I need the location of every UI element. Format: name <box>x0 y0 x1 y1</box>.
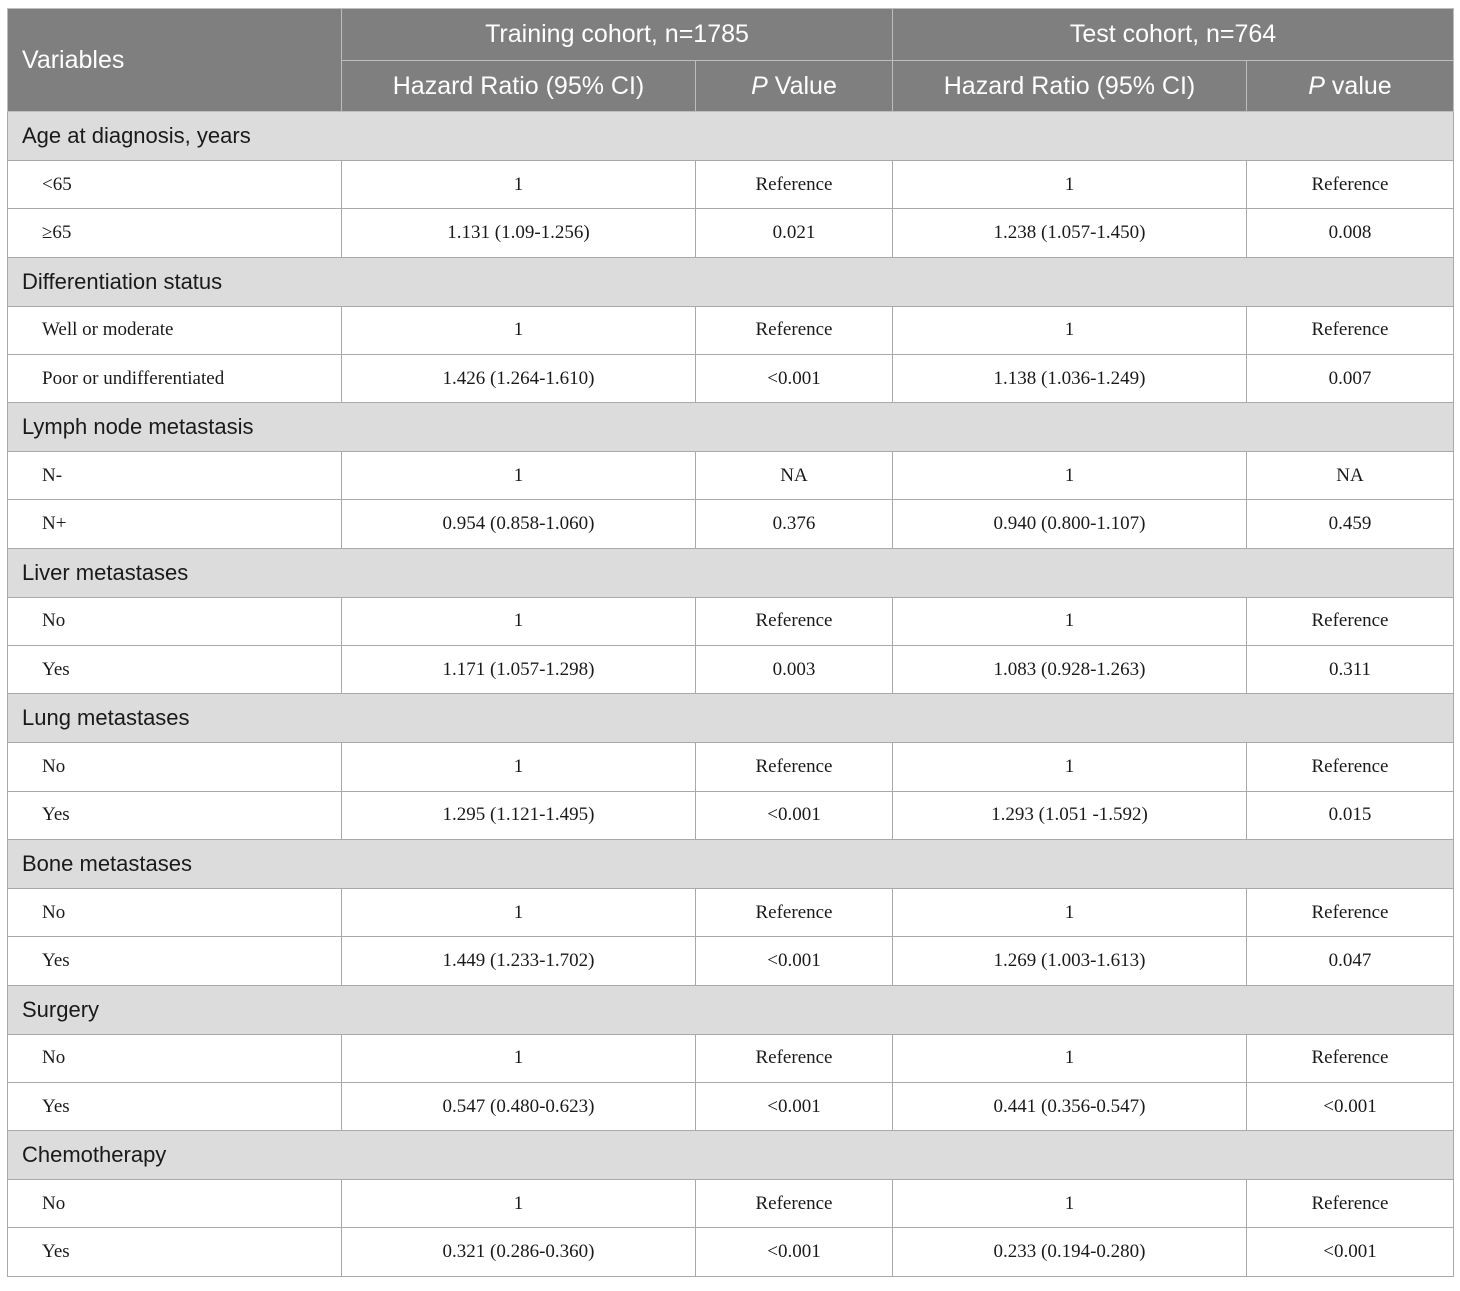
header-row-cohorts <box>8 9 1454 61</box>
group-title: Differentiation status <box>8 257 1454 306</box>
test-hazard-ratio: 1 <box>893 306 1247 354</box>
group-title: Surgery <box>8 985 1454 1034</box>
training-p-value: <0.001 <box>696 1228 893 1276</box>
test-p-value: 0.047 <box>1247 937 1454 985</box>
row-label: Yes <box>8 791 342 839</box>
table-row <box>8 1180 1454 1228</box>
training-hr-header: Hazard Ratio (95% CI) <box>342 61 696 112</box>
test-hazard-ratio: 1.293 (1.051 -1.592) <box>893 791 1247 839</box>
table-header <box>8 9 1454 112</box>
row-label: Well or moderate <box>8 306 342 354</box>
group-header-row <box>8 839 1454 888</box>
table-row <box>8 306 1454 354</box>
training-p-value: Reference <box>696 1034 893 1082</box>
table-row <box>8 937 1454 985</box>
group-header-row <box>8 112 1454 161</box>
training-p-value: Reference <box>696 597 893 645</box>
test-p-value: Reference <box>1247 597 1454 645</box>
training-hazard-ratio: 1 <box>342 161 696 209</box>
row-label: Yes <box>8 646 342 694</box>
test-hazard-ratio: 0.441 (0.356-0.547) <box>893 1082 1247 1130</box>
training-p-value: <0.001 <box>696 1082 893 1130</box>
training-p-value: 0.003 <box>696 646 893 694</box>
training-hazard-ratio: 0.321 (0.286-0.360) <box>342 1228 696 1276</box>
training-p-value: NA <box>696 452 893 500</box>
training-hazard-ratio: 1 <box>342 743 696 791</box>
variables-header: Variables <box>8 9 342 112</box>
training-hazard-ratio: 1.171 (1.057-1.298) <box>342 646 696 694</box>
training-hazard-ratio: 1 <box>342 306 696 354</box>
p-value-suffix: value <box>1324 71 1392 100</box>
group-header-row <box>8 985 1454 1034</box>
test-p-value: 0.459 <box>1247 500 1454 548</box>
table-row <box>8 161 1454 209</box>
table-row <box>8 354 1454 402</box>
test-p-header <box>1247 61 1454 112</box>
training-hazard-ratio: 1 <box>342 1034 696 1082</box>
test-hazard-ratio: 1 <box>893 743 1247 791</box>
table-row <box>8 209 1454 257</box>
table-row <box>8 1034 1454 1082</box>
test-p-value: <0.001 <box>1247 1228 1454 1276</box>
test-hazard-ratio: 1 <box>893 1180 1247 1228</box>
row-label: N+ <box>8 500 342 548</box>
test-p-value: Reference <box>1247 306 1454 354</box>
training-p-value: Reference <box>696 161 893 209</box>
table-row <box>8 500 1454 548</box>
training-p-value: Reference <box>696 306 893 354</box>
group-header-row <box>8 548 1454 597</box>
training-hazard-ratio: 1 <box>342 452 696 500</box>
training-hazard-ratio: 1.295 (1.121-1.495) <box>342 791 696 839</box>
row-label: <65 <box>8 161 342 209</box>
test-p-value: 0.008 <box>1247 209 1454 257</box>
training-p-value: Reference <box>696 888 893 936</box>
training-hazard-ratio: 1 <box>342 1180 696 1228</box>
test-p-value: 0.007 <box>1247 354 1454 402</box>
test-p-value: Reference <box>1247 161 1454 209</box>
test-cohort-header: Test cohort, n=764 <box>893 9 1454 61</box>
training-hazard-ratio: 1.449 (1.233-1.702) <box>342 937 696 985</box>
row-label: Yes <box>8 1228 342 1276</box>
row-label: N- <box>8 452 342 500</box>
test-hazard-ratio: 1 <box>893 888 1247 936</box>
row-label: No <box>8 743 342 791</box>
test-hazard-ratio: 1 <box>893 161 1247 209</box>
training-cohort-header: Training cohort, n=1785 <box>342 9 893 61</box>
training-p-value: Reference <box>696 1180 893 1228</box>
training-hazard-ratio: 0.547 (0.480-0.623) <box>342 1082 696 1130</box>
test-p-value: Reference <box>1247 743 1454 791</box>
table-body <box>8 112 1454 1277</box>
table-row <box>8 452 1454 500</box>
test-p-value: 0.311 <box>1247 646 1454 694</box>
table-row <box>8 791 1454 839</box>
training-hazard-ratio: 1 <box>342 888 696 936</box>
test-hazard-ratio: 1.138 (1.036-1.249) <box>893 354 1247 402</box>
test-hazard-ratio: 1.083 (0.928-1.263) <box>893 646 1247 694</box>
group-title: Age at diagnosis, years <box>8 112 1454 161</box>
training-hazard-ratio: 1.131 (1.09-1.256) <box>342 209 696 257</box>
training-p-value: 0.376 <box>696 500 893 548</box>
row-label: Yes <box>8 937 342 985</box>
test-p-value: <0.001 <box>1247 1082 1454 1130</box>
training-p-value: 0.021 <box>696 209 893 257</box>
test-hr-header: Hazard Ratio (95% CI) <box>893 61 1247 112</box>
training-hazard-ratio: 0.954 (0.858-1.060) <box>342 500 696 548</box>
p-value-suffix: Value <box>767 71 837 100</box>
group-header-row <box>8 1131 1454 1180</box>
test-p-value: Reference <box>1247 888 1454 936</box>
table-row <box>8 1228 1454 1276</box>
training-hazard-ratio: 1.426 (1.264-1.610) <box>342 354 696 402</box>
test-p-value: Reference <box>1247 1180 1454 1228</box>
group-title: Liver metastases <box>8 548 1454 597</box>
row-label: No <box>8 888 342 936</box>
training-p-value: <0.001 <box>696 354 893 402</box>
test-hazard-ratio: 1 <box>893 1034 1247 1082</box>
results-table <box>7 8 1454 1277</box>
group-header-row <box>8 403 1454 452</box>
test-hazard-ratio: 1.238 (1.057-1.450) <box>893 209 1247 257</box>
group-title: Chemotherapy <box>8 1131 1454 1180</box>
group-header-row <box>8 257 1454 306</box>
test-hazard-ratio: 1.269 (1.003-1.613) <box>893 937 1247 985</box>
table-row <box>8 646 1454 694</box>
test-hazard-ratio: 1 <box>893 452 1247 500</box>
row-label: No <box>8 597 342 645</box>
row-label: Poor or undifferentiated <box>8 354 342 402</box>
row-label: ≥65 <box>8 209 342 257</box>
row-label: No <box>8 1180 342 1228</box>
training-hazard-ratio: 1 <box>342 597 696 645</box>
table-row <box>8 743 1454 791</box>
test-p-value: Reference <box>1247 1034 1454 1082</box>
p-italic: P <box>1308 71 1325 100</box>
row-label: Yes <box>8 1082 342 1130</box>
test-hazard-ratio: 1 <box>893 597 1247 645</box>
test-hazard-ratio: 0.233 (0.194-0.280) <box>893 1228 1247 1276</box>
group-title: Lung metastases <box>8 694 1454 743</box>
group-header-row <box>8 694 1454 743</box>
group-title: Bone metastases <box>8 839 1454 888</box>
test-p-value: 0.015 <box>1247 791 1454 839</box>
test-hazard-ratio: 0.940 (0.800-1.107) <box>893 500 1247 548</box>
test-p-value: NA <box>1247 452 1454 500</box>
table-row <box>8 597 1454 645</box>
training-p-value: <0.001 <box>696 937 893 985</box>
training-p-value: <0.001 <box>696 791 893 839</box>
table-row <box>8 1082 1454 1130</box>
table-row <box>8 888 1454 936</box>
p-italic: P <box>751 71 768 100</box>
row-label: No <box>8 1034 342 1082</box>
training-p-value: Reference <box>696 743 893 791</box>
group-title: Lymph node metastasis <box>8 403 1454 452</box>
training-p-header <box>696 61 893 112</box>
